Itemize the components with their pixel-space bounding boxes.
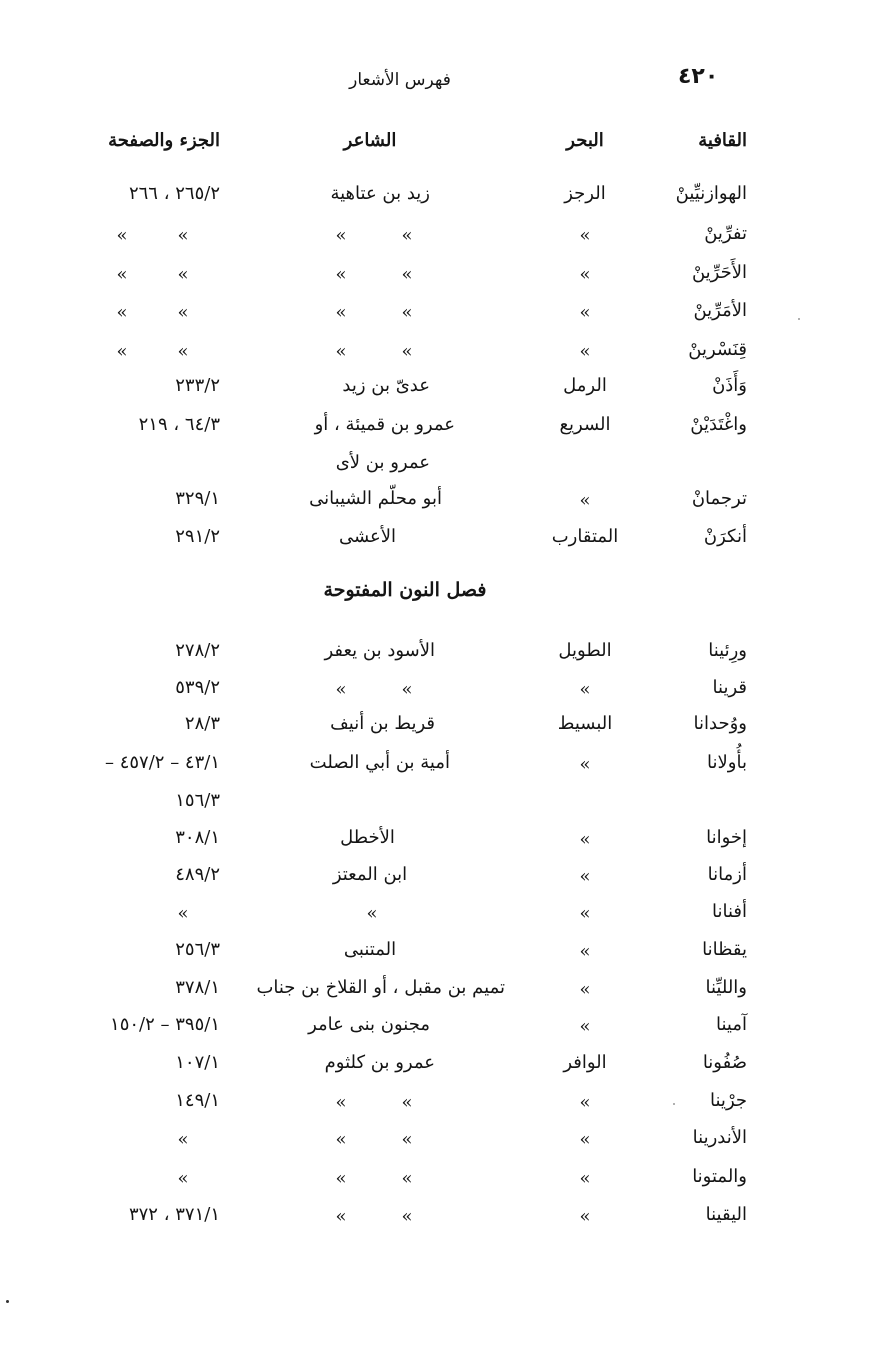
row-bahr: الرجز — [564, 183, 606, 204]
ditto-mark: » — [579, 829, 591, 850]
row-poet: تميم بن مقبل ، أو القلاخ بن جناب — [256, 977, 505, 998]
ditto-mark: » — [579, 1129, 591, 1150]
ditto-mark: » — [116, 264, 128, 285]
ditto-mark: » — [579, 866, 591, 887]
ditto-mark: » — [401, 225, 413, 246]
ditto-mark: » — [401, 302, 413, 323]
ditto-mark: » — [335, 302, 347, 323]
ditto-mark: » — [366, 903, 378, 924]
ditto-mark: » — [335, 1092, 347, 1113]
ditto-mark: » — [579, 225, 591, 246]
row-qafiya: والليِّنا — [705, 977, 747, 998]
row-bahr: السريع — [559, 414, 611, 435]
row-bahr: الرمل — [563, 375, 607, 396]
ditto-mark: » — [579, 979, 591, 1000]
ditto-mark: » — [401, 679, 413, 700]
row-qafiya: آمينا — [716, 1014, 747, 1035]
row-poet: ابن المعتز — [332, 864, 408, 885]
ditto-mark: » — [401, 1092, 413, 1113]
ditto-mark: » — [177, 341, 189, 362]
ditto-mark: » — [579, 941, 591, 962]
ditto-mark: » — [401, 1129, 413, 1150]
ditto-mark: » — [335, 225, 347, 246]
ditto-mark: » — [177, 1168, 189, 1189]
ditto-mark: » — [335, 1168, 347, 1189]
row-bahr: البسيط — [557, 713, 613, 734]
row-ref: ٤٨٩/٢ — [175, 864, 220, 885]
row-qafiya: بأُولانا — [707, 752, 747, 773]
row-qafiya: أفنانا — [711, 901, 747, 922]
ditto-mark: » — [579, 264, 591, 285]
page-number: ٤٢٠ — [678, 64, 719, 89]
row-qafiya: تفرِّينْ — [704, 223, 747, 244]
row-qafiya: قرينا — [712, 677, 747, 698]
row-ref: ٢٨/٣ — [184, 713, 220, 734]
row-qafiya: ووُحدانا — [693, 713, 747, 734]
ditto-mark: » — [579, 302, 591, 323]
row-qafiya: الأمَرِّينْ — [693, 300, 747, 321]
row-ref: ٢٦٥/٢ ، ٢٦٦ — [128, 183, 220, 204]
row-ref-continued: ١٥٦/٣ — [175, 790, 220, 811]
row-poet: الأعشى — [338, 526, 397, 547]
row-ref: ١٠٧/١ — [175, 1052, 220, 1073]
row-qafiya: يقظانا — [702, 939, 747, 960]
header-ref: الجزء والصفحة — [108, 130, 220, 151]
ditto-mark: » — [579, 341, 591, 362]
row-qafiya: أزمانا — [707, 864, 747, 885]
row-ref: ٦٤/٣ ، ٢١٩ — [138, 414, 220, 435]
row-qafiya: الأندرينا — [692, 1127, 747, 1148]
ditto-mark: » — [579, 1206, 591, 1227]
row-poet: الأسود بن يعفر — [324, 640, 435, 661]
row-qafiya: إخوانا — [706, 827, 747, 848]
ditto-mark: » — [116, 302, 128, 323]
row-qafiya: الهوازنيِّينْ — [675, 183, 747, 204]
row-poet-continued: عمرو بن لأى — [335, 452, 430, 473]
scan-speck — [798, 318, 800, 320]
ditto-mark: » — [579, 754, 591, 775]
row-poet: عمرو بن كلثوم — [324, 1052, 435, 1073]
row-ref: ٣٧٨/١ — [175, 977, 220, 998]
row-qafiya: الأَحَرِّينْ — [691, 262, 747, 283]
row-qafiya: جرْينا — [710, 1090, 747, 1111]
row-qafiya: واغْتَدَيْنْ — [690, 414, 747, 435]
row-qafiya: ترجمانْ — [691, 488, 747, 509]
row-poet: مجنون بنى عامر — [308, 1014, 430, 1035]
row-poet: عدىّ بن زيد — [342, 375, 430, 396]
ditto-mark: » — [177, 1129, 189, 1150]
header-bahr: البحر — [566, 130, 604, 151]
row-ref: ٤٣/١ – ٤٥٧/٢ – — [104, 752, 220, 773]
row-qafiya: قِنَسْرينْ — [688, 339, 747, 360]
ditto-mark: » — [579, 1168, 591, 1189]
row-ref: ١٤٩/١ — [175, 1090, 220, 1111]
row-ref: ٣٩٥/١ – ١٥٠/٢ — [110, 1014, 220, 1035]
row-bahr: الطويل — [558, 640, 612, 661]
row-ref: ٢٣٣/٢ — [175, 375, 220, 396]
ditto-mark: » — [401, 1206, 413, 1227]
ditto-mark: » — [579, 1092, 591, 1113]
row-qafiya: ورِئينا — [708, 640, 747, 661]
running-title: فهرس الأشعار — [349, 70, 451, 90]
row-ref: ٢٥٦/٣ — [175, 939, 220, 960]
row-ref: ٢٩١/٢ — [175, 526, 220, 547]
ditto-mark: » — [116, 225, 128, 246]
scan-speck — [673, 1103, 675, 1105]
ditto-mark: » — [335, 264, 347, 285]
row-bahr: الوافر — [563, 1052, 607, 1073]
row-qafiya: اليقينا — [705, 1204, 747, 1225]
row-qafiya: والمتونا — [692, 1166, 747, 1187]
ditto-mark: » — [401, 341, 413, 362]
ditto-mark: » — [177, 302, 189, 323]
row-poet: أبو محلّم الشيبانى — [309, 488, 442, 509]
ditto-mark: » — [579, 490, 591, 511]
ditto-mark: » — [579, 903, 591, 924]
row-poet: أمية بن أبي الصلت — [309, 752, 450, 773]
ditto-mark: » — [177, 225, 189, 246]
ditto-mark: » — [579, 1016, 591, 1037]
ditto-mark: » — [177, 264, 189, 285]
header-poet: الشاعر — [343, 130, 397, 151]
ditto-mark: » — [335, 679, 347, 700]
row-ref: ٣٢٩/١ — [175, 488, 220, 509]
row-ref: ٥٣٩/٢ — [175, 677, 220, 698]
ditto-mark: » — [335, 341, 347, 362]
ditto-mark: » — [579, 679, 591, 700]
row-qafiya: أنكرَنْ — [703, 526, 747, 547]
ditto-mark: » — [116, 341, 128, 362]
ditto-mark: » — [401, 1168, 413, 1189]
row-qafiya: صُفُونا — [702, 1052, 747, 1073]
row-ref: ٣٠٨/١ — [175, 827, 220, 848]
ditto-mark: » — [401, 264, 413, 285]
row-qafiya: وَأَذَنْ — [712, 375, 747, 396]
row-poet: عمرو بن قميئة ، أو — [314, 414, 455, 435]
section-title: فصل النون المفتوحة — [323, 579, 487, 601]
scan-speck — [6, 1300, 9, 1303]
row-ref: ٢٧٨/٢ — [175, 640, 220, 661]
row-poet: زيد بن عتاهية — [330, 183, 430, 204]
row-bahr: المتقارب — [551, 526, 619, 547]
row-ref: ٣٧١/١ ، ٣٧٢ — [128, 1204, 220, 1225]
header-qafiya: القافية — [698, 130, 747, 151]
ditto-mark: » — [177, 903, 189, 924]
row-poet: الأخطل — [340, 827, 395, 848]
row-poet: المتنبى — [343, 939, 397, 960]
row-poet: قريط بن أنيف — [330, 713, 435, 734]
ditto-mark: » — [335, 1129, 347, 1150]
ditto-mark: » — [335, 1206, 347, 1227]
